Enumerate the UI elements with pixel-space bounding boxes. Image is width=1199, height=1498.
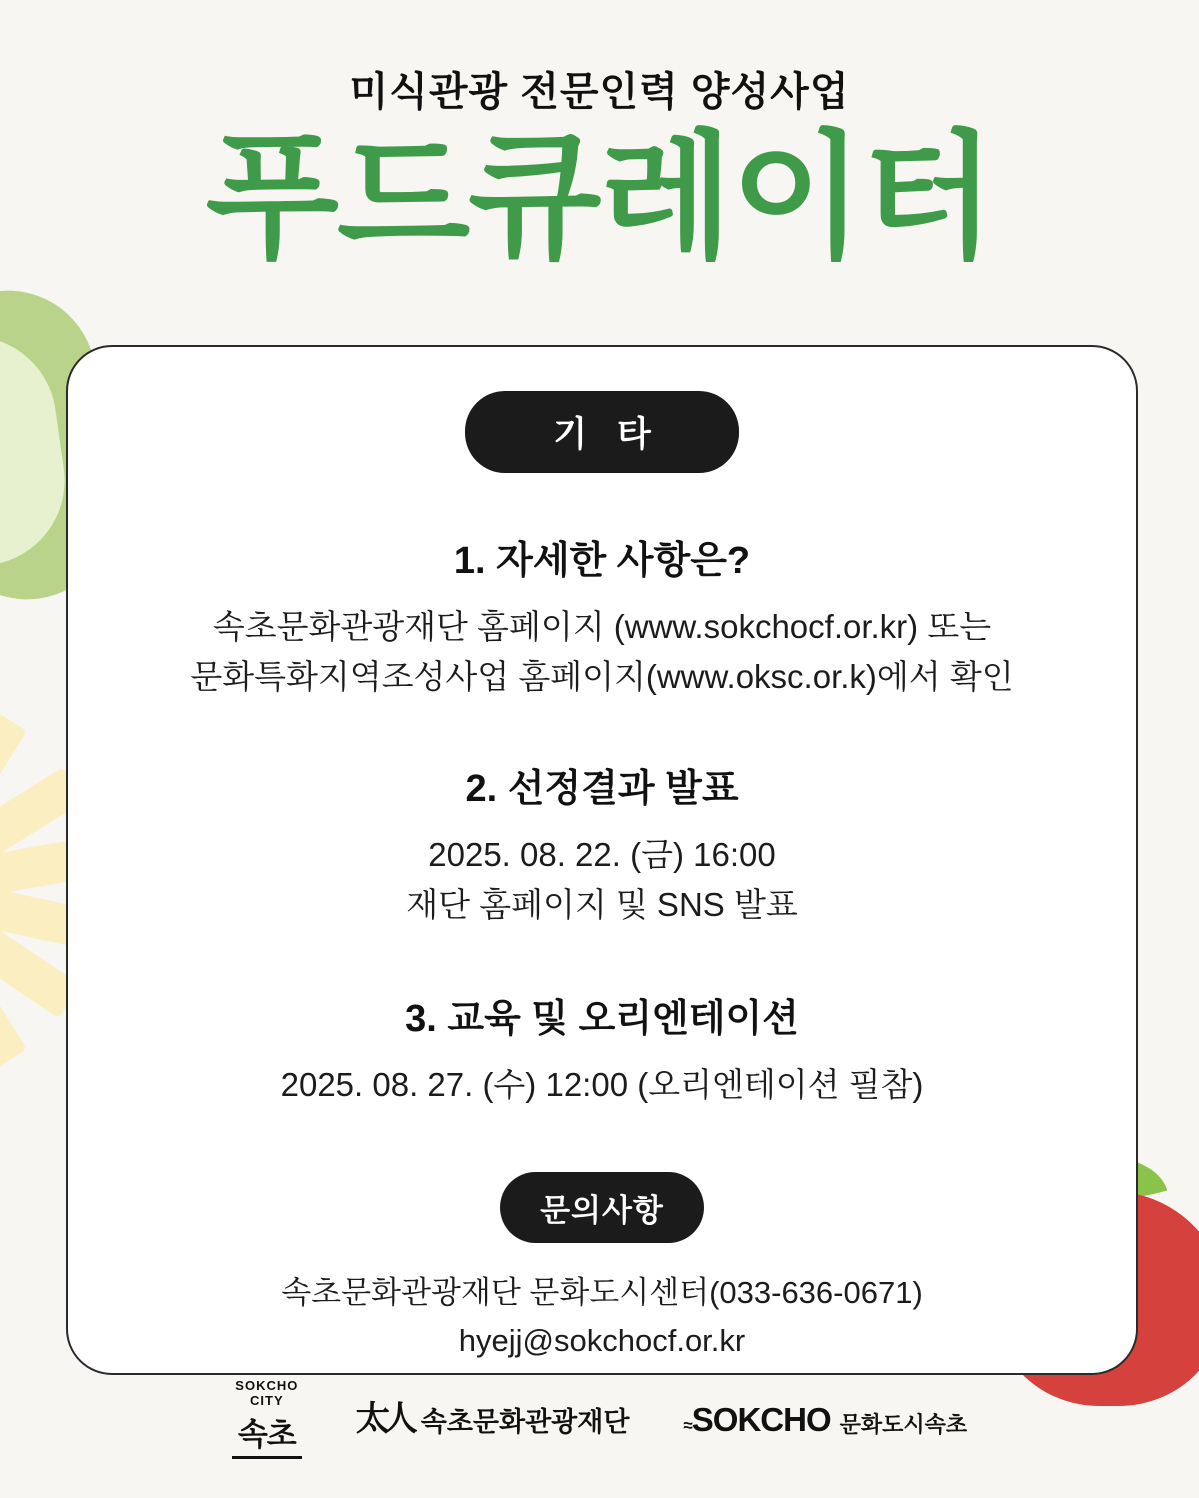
section-2-line-2: 재단 홈페이지 및 SNS 발표 bbox=[406, 885, 798, 923]
contact-phone-line: 속초문화관광재단 문화도시센터(033-636-0671) bbox=[281, 1274, 923, 1310]
section-1-heading: 1. 자세한 사항은? bbox=[453, 540, 751, 582]
section-2-line-1: 2025. 08. 22. (금) 16:00 bbox=[428, 836, 776, 873]
footer-logos bbox=[0, 1374, 1199, 1464]
section-3-heading: 3. 교육 및 오리엔테이션 bbox=[405, 998, 799, 1040]
people-icon: 太人 bbox=[355, 1400, 412, 1438]
section-1-body bbox=[118, 602, 1086, 701]
section-3-body bbox=[118, 1060, 1086, 1110]
logo-culture-city-en bbox=[683, 1400, 831, 1438]
section-1-line-2: 문화특화지역조성사업 홈페이지(www.oksc.or.k)에서 확인 bbox=[190, 657, 1014, 695]
logo-culture-city-en-text: SOKCHO bbox=[691, 1400, 831, 1438]
section-2-heading: 2. 선정결과 발표 bbox=[465, 768, 739, 810]
section-3-line-1: 2025. 08. 27. (수) 12:00 (오리엔테이션 필참) bbox=[280, 1066, 924, 1103]
inquiry-badge: 문의사항 bbox=[500, 1172, 704, 1243]
logo-sokcho-city-en bbox=[235, 1379, 298, 1409]
program-subtitle: 미식관광 전문인력 양성사업 bbox=[349, 70, 850, 114]
logo-sokcho-city-mark: 속초 bbox=[232, 1409, 302, 1459]
logo-foundation-label: 속초문화관광재단 bbox=[420, 1407, 630, 1437]
section-details bbox=[118, 529, 1086, 701]
logo-culture-city-sub: 문화도시속초 bbox=[839, 1411, 968, 1437]
status-badge: 기타 bbox=[465, 391, 739, 473]
section-2-body bbox=[118, 830, 1086, 929]
logo-sokcho-city bbox=[232, 1379, 302, 1459]
info-card bbox=[66, 345, 1138, 1375]
logo-sokcho-city-en-line1: SOKCHO bbox=[235, 1378, 299, 1394]
section-results bbox=[118, 757, 1086, 929]
page-title: 푸드큐레이터 bbox=[205, 121, 994, 275]
wave-icon: ≈ bbox=[683, 1415, 692, 1435]
logo-sokcho-city-en-line2: CITY bbox=[250, 1393, 284, 1408]
contact-email-line[interactable]: hyejj@sokchocf.or.kr bbox=[458, 1322, 746, 1358]
section-1-line-1: 속초문화관광재단 홈페이지 (www.sokchocf.or.kr) 또는 bbox=[212, 608, 992, 645]
inquiry-section bbox=[118, 1172, 1086, 1365]
poster-header bbox=[0, 0, 1199, 275]
logo-sokcho-foundation bbox=[356, 1402, 630, 1436]
contact-info bbox=[118, 1269, 1086, 1365]
section-orientation bbox=[118, 987, 1086, 1110]
logo-culture-city-sokcho bbox=[683, 1400, 968, 1438]
